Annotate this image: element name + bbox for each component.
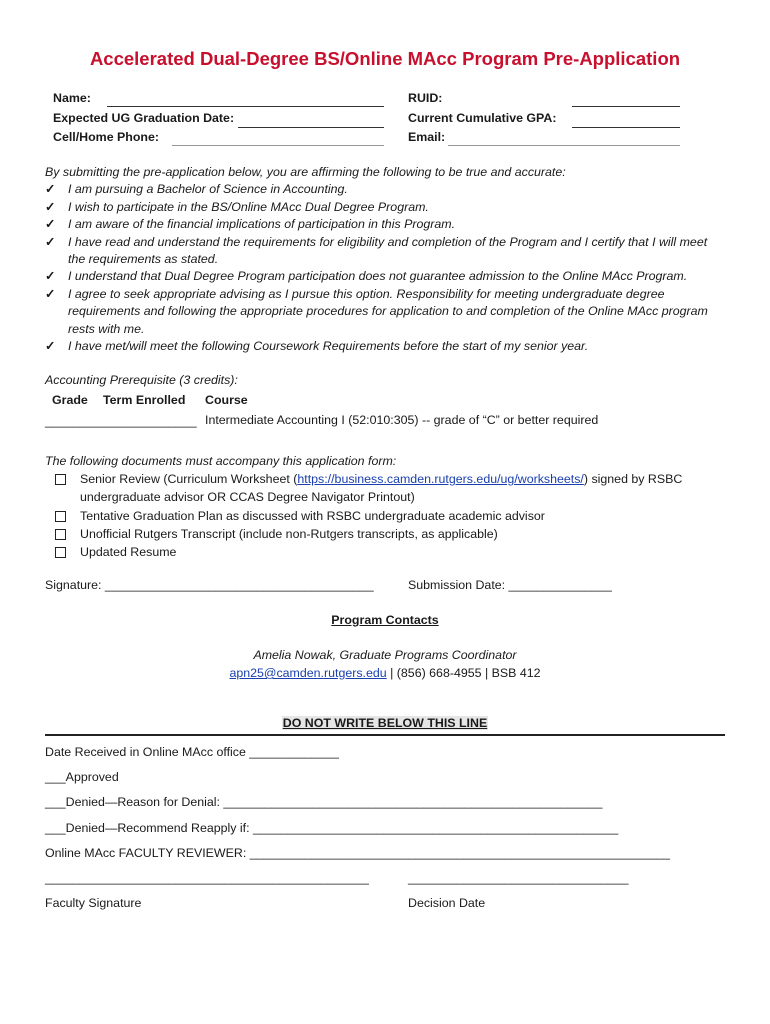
affirmation-item [45,268,725,285]
checkbox[interactable] [55,511,66,522]
phone-label: Cell/Home Phone: [53,130,160,144]
prereq-course: Intermediate Accounting I (52:010:305) -- grade of “C” or better required [205,413,599,427]
checkmark-icon: ✓ [45,269,56,284]
worksheets-link[interactable]: https://business.camden.rutgers.edu/ug/worksheets/ [297,472,584,487]
contact-email-link[interactable]: apn25@camden.rutgers.edu [229,666,387,680]
gpa-field[interactable] [572,127,680,128]
affirmation-text: I have read and understand the requirements for eligibility and completion of the Program and I certify that I will meet the requirements as stated. [68,234,708,267]
ruid-label: RUID: [408,91,443,105]
contact-person: Amelia Nowak, Graduate Programs Coordinator [253,648,517,662]
checkmark-icon: ✓ [45,217,56,232]
email-label: Email: [408,130,446,144]
prereq-heading: Accounting Prerequisite (3 credits): [45,373,238,387]
faculty-signature-label: Faculty Signature [45,896,142,910]
document-text: Tentative Graduation Plan as discussed with RSBC undergraduate academic advisor [80,508,545,523]
grad-date-label: Expected UG Graduation Date: [53,111,235,125]
affirmation-section [45,164,725,355]
gpa-label: Current Cumulative GPA: [408,111,557,125]
decision-date-line[interactable]: ________________________________ [408,871,629,885]
affirmation-text: I wish to participate in the BS/Online MAcc Dual Degree Program. [68,199,429,214]
email-field[interactable] [448,145,680,146]
affirmation-text: I understand that Dual Degree Program participation does not guarantee admission to the Online MAcc Program. [68,269,688,284]
course-column-header: Course [205,393,248,407]
affirmation-text: I am pursuing a Bachelor of Science in Accounting. [68,182,348,197]
affirmation-item [45,181,725,198]
decision-date-label: Decision Date [408,896,486,910]
checkbox[interactable] [55,474,66,485]
affirmation-item [45,199,725,216]
name-field[interactable] [107,106,384,107]
name-label: Name: [53,91,91,105]
faculty-reviewer-field[interactable]: Online MAcc FACULTY REVIEWER: _____________________________________________________________ [45,846,671,860]
denied-reason-field[interactable]: ___Denied—Reason for Denial: _______________________________________________________ [45,795,603,809]
affirmation-item [45,216,725,233]
affirmation-item [45,286,725,338]
affirmation-intro: By submitting the pre-application below, you are affirming the following to be true and accurate: [45,165,566,179]
grade-column-header: Grade [52,393,88,407]
affirmation-item [45,234,725,269]
document-text: Unofficial Rutgers Transcript (include non-Rutgers transcripts, as applicable) [80,526,498,541]
affirmation-text: I have met/will meet the following Coursework Requirements before the start of my senior year. [68,339,589,354]
office-divider-label [0,716,770,730]
form-title: Accelerated Dual-Degree BS/Online MAcc Program Pre-Application [89,48,681,69]
document-item [45,525,725,543]
ruid-field[interactable] [572,106,680,107]
contacts-heading: Program Contacts [331,613,439,627]
date-received-field[interactable]: Date Received in Online MAcc office _____________ [45,745,339,759]
checkmark-icon: ✓ [45,234,56,249]
affirmation-text: I agree to seek appropriate advising as I pursue this option. Responsibility for meeting undergraduate degree requirements and following the appropriate procedures for application to and completion of the Online MAcc program rests with me. [68,286,708,336]
documents-heading: The following documents must accompany this application form: [45,454,397,468]
document-text: undergraduate advisor OR CCAS Degree Navigator Printout) [80,490,415,505]
document-text: Senior Review (Curriculum Worksheet ( [80,472,298,487]
affirmation-item [45,338,725,355]
checkbox[interactable] [55,529,66,540]
contact-phone-office: | (856) 668-4955 | BSB 412 [386,666,541,680]
checkmark-icon: ✓ [45,339,56,354]
divider-line [45,734,725,736]
document-text: ) signed by RSBC [583,472,683,487]
checkmark-icon: ✓ [45,199,56,214]
phone-field[interactable] [172,145,384,146]
faculty-signature-line[interactable]: _______________________________________________ [45,871,369,885]
affirmation-text: I am aware of the financial implications of participation in this Program. [68,217,456,232]
grad-date-field[interactable] [238,127,384,128]
office-divider-text: DO NOT WRITE BELOW THIS LINE [282,716,488,730]
documents-section [45,452,725,561]
signature-field[interactable]: Signature: _______________________________________ [45,578,374,592]
submission-date-field[interactable]: Submission Date: _______________ [408,578,612,592]
approved-field[interactable]: ___Approved [45,770,119,784]
contact-details [0,666,770,680]
denied-reapply-field[interactable]: ___Denied—Recommend Reapply if: _____________________________________________________ [45,821,619,835]
document-item [45,470,725,506]
document-text: Updated Resume [80,545,177,560]
checkmark-icon: ✓ [45,286,56,301]
term-column-header: Term Enrolled [103,393,186,407]
document-item [45,543,725,561]
grade-term-field[interactable]: ______________________ [45,414,197,428]
document-item [45,507,725,525]
checkmark-icon: ✓ [45,182,56,197]
checkbox[interactable] [55,547,66,558]
